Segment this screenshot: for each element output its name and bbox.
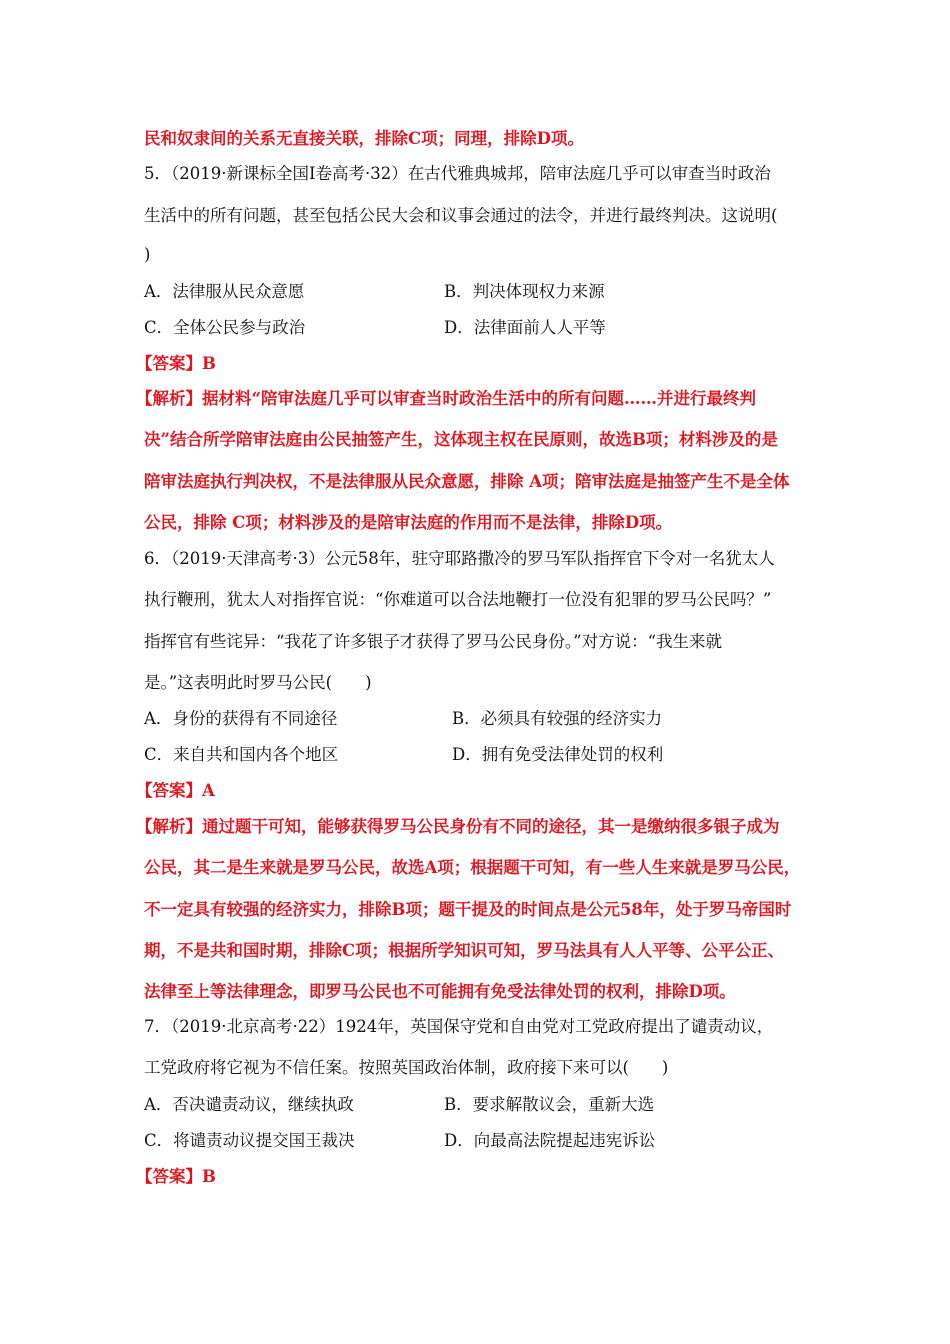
- q7-option-b: B．要求解散议会，重新大选: [444, 1095, 655, 1114]
- q5-analysis-line-4: 公民，排除 C项；材料涉及的是陪审法庭的作用而不是法律，排除D项。: [144, 513, 673, 532]
- q5-stem-line-2: 生活中的所有问题，甚至包括公民大会和议事会通过的法令，并进行最终判决。这说明(: [144, 206, 778, 225]
- prev-analysis-tail: 民和奴隶间的关系无直接关联，排除C项；同理，排除D项。: [144, 129, 584, 148]
- q5-analysis-line-1: 【解析】据材料“陪审法庭几乎可以审查当时政治生活中的所有问题……并进行最终判: [136, 389, 756, 408]
- q6-stem-line-2: 执行鞭刑，犹太人对指挥官说：“你难道可以合法地鞭打一位没有犯罪的罗马公民吗？”: [144, 590, 772, 609]
- q5-option-b: B．判决体现权力来源: [444, 282, 605, 301]
- q6-answer: 【答案】A: [136, 781, 215, 800]
- q7-stem-line-1: 7．（2019·北京高考·22）1924年，英国保守党和自由党对工党政府提出了谴责动议，: [144, 1017, 774, 1036]
- q5-analysis-line-2: 决”结合所学陪审法庭由公民抽签产生，这体现主权在民原则，故选B项；材料涉及的是: [144, 430, 778, 449]
- q5-option-c: C．全体公民参与政治: [144, 318, 306, 337]
- q7-answer: 【答案】B: [136, 1167, 216, 1186]
- q6-stem-line-1: 6．（2019·天津高考·3）公元58年，驻守耶路撒冷的罗马军队指挥官下令对一名犹太人: [144, 549, 775, 568]
- q6-analysis-line-1: 【解析】通过题干可知，能够获得罗马公民身份有不同的途径，其一是缴纳很多银子成为: [136, 817, 780, 836]
- q7-option-c: C．将谴责动议提交国王裁决: [144, 1131, 355, 1150]
- q6-option-d: D．拥有免受法律处罚的权利: [452, 745, 664, 764]
- q5-option-a: A．法律服从民众意愿: [144, 282, 305, 301]
- q7-stem-line-2: 工党政府将它视为不信任案。按照英国政治体制，政府接下来可以( ): [144, 1058, 669, 1077]
- q6-option-a: A．身份的获得有不同途径: [144, 709, 338, 728]
- q6-option-b: B．必须具有较强的经济实力: [452, 709, 663, 728]
- q7-option-d: D．向最高法院提起违宪诉讼: [444, 1131, 656, 1150]
- q5-stem-line-1: 5．（2019·新课标全国Ⅰ卷高考·32）在古代雅典城邦，陪审法庭几乎可以审查当时政治: [144, 164, 771, 183]
- q5-answer: 【答案】B: [136, 354, 216, 373]
- q7-option-a: A．否决谴责动议，继续执政: [144, 1095, 354, 1114]
- q6-analysis-line-2: 公民，其二是生来就是罗马公民，故选A项；根据题干可知，有一些人生来就是罗马公民，: [144, 858, 801, 877]
- q6-stem-line-4: 是。”这表明此时罗马公民( ): [144, 673, 372, 692]
- q5-stem-line-3: ): [144, 245, 151, 264]
- q6-analysis-line-5: 法律至上等法律理念，即罗马公民也不可能拥有免受法律处罚的权利，排除D项。: [144, 982, 736, 1001]
- q5-analysis-line-3: 陪审法庭执行判决权，不是法律服从民众意愿，排除 A项；陪审法庭是抽签产生不是全体: [144, 472, 790, 491]
- q6-analysis-line-3: 不一定具有较强的经济实力，排除B项；题干提及的时间点是公元58年，处于罗马帝国时: [144, 900, 792, 919]
- q6-analysis-line-4: 期，不是共和国时期，排除C项；根据所学知识可知，罗马法具有人人平等、公平公正、: [144, 941, 785, 960]
- q5-option-d: D．法律面前人人平等: [444, 318, 606, 337]
- q6-stem-line-3: 指挥官有些诧异：“我花了许多银子才获得了罗马公民身份。”对方说：“我生来就: [144, 632, 723, 651]
- q6-option-c: C．来自共和国内各个地区: [144, 745, 339, 764]
